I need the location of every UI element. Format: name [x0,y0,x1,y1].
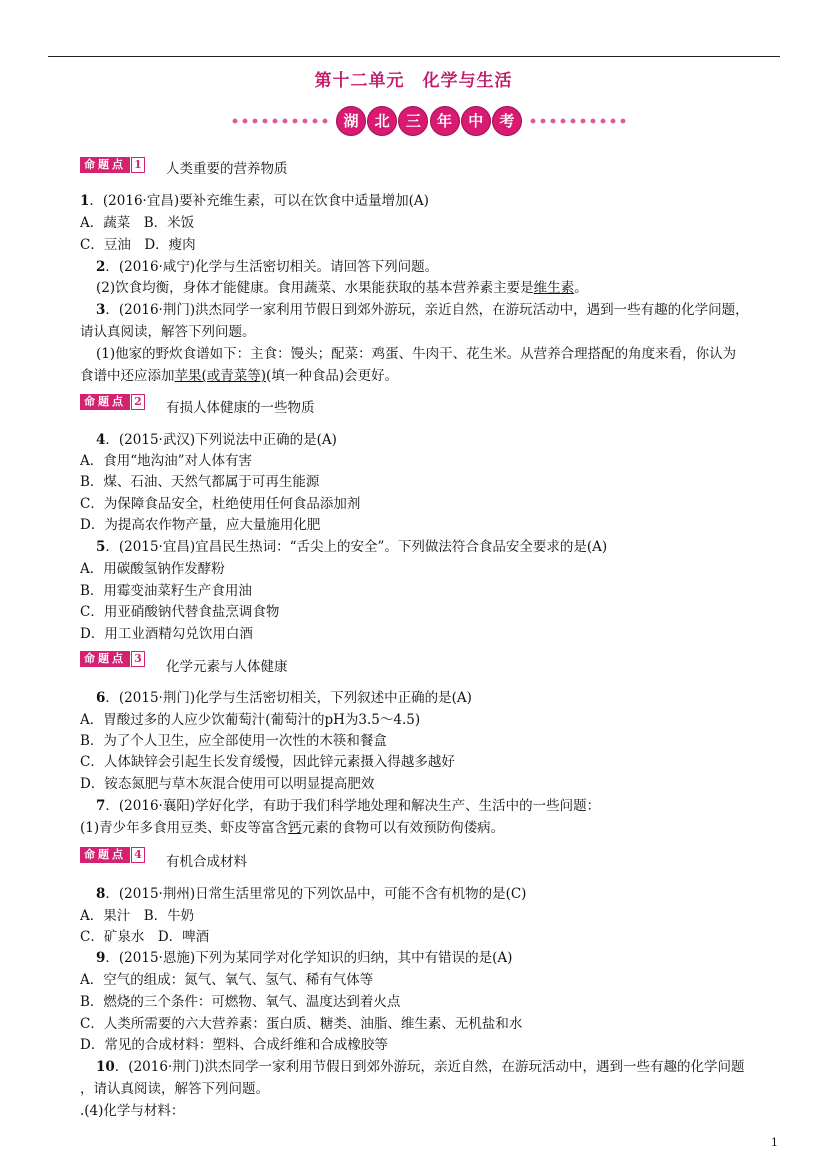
question-8-options: C．矿泉水 D．啤酒 [80,929,210,945]
sub-text: 元素的食物可以有效预防佝偻病。 [301,820,505,836]
topic-tag-label: 命题点 [80,651,130,667]
question-3-cont: 请认真阅读，解答下列问题。 [80,324,256,340]
sub-text: 食谱中还应添加 [80,368,175,384]
topic-tag-number: 3 [131,651,145,667]
question-3 [96,298,749,318]
question-number: 9 [96,950,106,966]
question-7-sub [80,816,504,836]
question-stem: ．(2016·咸宁)化学与生活密切相关。请回答下列问题。 [105,259,439,275]
option: B．为了个人卫生，应全部使用一次性的木筷和餐盒 [80,733,387,749]
question-stem: ．(2015·荆州)日常生活里常见的下列饮品中，可能不含有机物的是(C) [105,886,527,902]
option: D．为提高农作物产量，应大量施用化肥 [80,517,321,533]
topic-tag-label: 命题点 [80,394,130,410]
option: B．煤、石油、天然气都属于可再生能源 [80,474,320,490]
banner-chars [336,106,522,136]
topic-tag-number: 2 [131,394,145,410]
question-number: 5 [96,539,106,555]
question-number: 2 [96,259,106,275]
question-8 [96,882,526,902]
option: B．燃烧的三个条件：可燃物、氧气、温度达到着火点 [80,994,401,1010]
question-number: 10 [96,1059,115,1075]
option: A．胃酸过多的人应少饮葡萄汁(葡萄汁的pH为3.5～4.5) [80,712,421,728]
question-1-options: A．蔬菜 B．米饭 [80,215,195,231]
question-stem: ．(2015·恩施)下列为某同学对化学知识的归纳，其中有错误的是(A) [105,950,513,966]
question-stem: ．(2015·荆门)化学与生活密切相关，下列叙述中正确的是(A) [105,690,472,706]
topic-tag-number: 1 [131,157,145,173]
header-rule [48,56,780,57]
question-number: 8 [96,886,106,902]
question-4 [96,428,337,448]
question-stem: ．(2016·荆门)洪杰同学一家利用节假日到郊外游玩，亲近自然，在游玩活动中，遇到一些有趣的化学问题 [114,1059,745,1075]
banner-char: 三 [398,106,428,136]
section-banner [230,106,628,136]
option: A．用碳酸氢钠作发酵粉 [80,561,225,577]
question-6 [96,686,472,706]
question-number: 3 [96,302,106,318]
option: D．常见的合成材料：塑料、合成纤维和合成橡胶等 [80,1037,388,1053]
banner-char: 考 [492,106,522,136]
answer: 苹果(或青菜等) [174,368,267,384]
question-5 [96,535,607,555]
question-number: 6 [96,690,106,706]
question-10 [96,1055,744,1075]
question-10-cont: ，请认真阅读，解答下列问题。 [80,1081,269,1097]
option: C．人类所需要的六大营养素：蛋白质、糖类、油脂、维生素、无机盐和水 [80,1016,523,1032]
sub-text: 。 [574,280,588,296]
topic-tag [80,157,145,173]
sub-text: (填一种食品)会更好。 [266,368,399,384]
question-3-sub: (1)他家的野炊食谱如下：主食：馒头；配菜：鸡蛋、牛肉干、花生米。从营养合理搭配的角度来看，你认为 [96,346,737,362]
sub-text: (1)青少年多食用豆类、虾皮等富含 [80,820,289,836]
banner-char: 湖 [336,106,366,136]
banner-dots-right [528,118,628,124]
question-1 [80,189,429,209]
page-number: 1 [771,1136,778,1149]
option: A．空气的组成：氮气、氧气、氢气、稀有气体等 [80,972,374,988]
question-1-options: C．豆油 D．瘦肉 [80,237,196,253]
question-2 [96,255,438,275]
question-number: 7 [96,798,106,814]
question-8-options: A．果汁 B．牛奶 [80,908,195,924]
topic-heading: 化学元素与人体健康 [166,659,288,675]
topic-heading: 有机合成材料 [166,854,247,870]
topic-tag-label: 命题点 [80,847,130,863]
topic-tag-label: 命题点 [80,157,130,173]
question-stem: ．(2016·荆门)洪杰同学一家利用节假日到郊外游玩，亲近自然，在游玩活动中，遇到一些有趣的化学问题， [105,302,749,318]
option: B．用霉变油菜籽生产食用油 [80,583,252,599]
page-title: 第十二单元 化学与生活 [314,71,513,91]
answer: 钙 [288,820,302,836]
option: C．用亚硝酸钠代替食盐烹调食物 [80,604,280,620]
question-7 [96,794,600,814]
topic-tag-number: 4 [131,847,145,863]
question-9 [96,946,512,966]
option: D．铵态氮肥与草木灰混合使用可以明显提高肥效 [80,776,375,792]
question-2-sub [96,276,588,296]
topic-heading: 人类重要的营养物质 [166,161,288,177]
option: D．用工业酒精勾兑饮用白酒 [80,626,253,642]
banner-char: 年 [430,106,460,136]
topic-tag [80,651,145,667]
option: A．食用“地沟油”对人体有害 [80,453,253,469]
question-stem: ．(2015·武汉)下列说法中正确的是(A) [105,432,337,448]
question-3-sub-cont [80,364,398,384]
answer: 维生素 [533,280,575,296]
question-stem: ．(2016·襄阳)学好化学，有助于我们科学地处理和解决生产、生活中的一些问题： [105,798,601,814]
question-stem: ．(2015·宜昌)宜昌民生热词：“舌尖上的安全”。下列做法符合食品安全要求的是(A) [105,539,608,555]
question-number: 1 [80,193,90,209]
topic-tag [80,847,145,863]
question-stem: ．(2016·宜昌)要补充维生素，可以在饮食中适量增加(A) [89,193,429,209]
option: C．人体缺锌会引起生长发育缓慢，因此锌元素摄入得越多越好 [80,754,455,770]
topic-tag [80,394,145,410]
question-number: 4 [96,432,106,448]
sub-text: (2)饮食均衡，身体才能健康。食用蔬菜、水果能获取的基本营养素主要是 [96,280,534,296]
topic-heading: 有损人体健康的一些物质 [166,400,315,416]
banner-dots-left [230,118,330,124]
banner-char: 北 [367,106,397,136]
question-10-sub: .(4)化学与材料： [80,1103,185,1119]
banner-char: 中 [461,106,491,136]
option: C．为保障食品安全，杜绝使用任何食品添加剂 [80,496,361,512]
